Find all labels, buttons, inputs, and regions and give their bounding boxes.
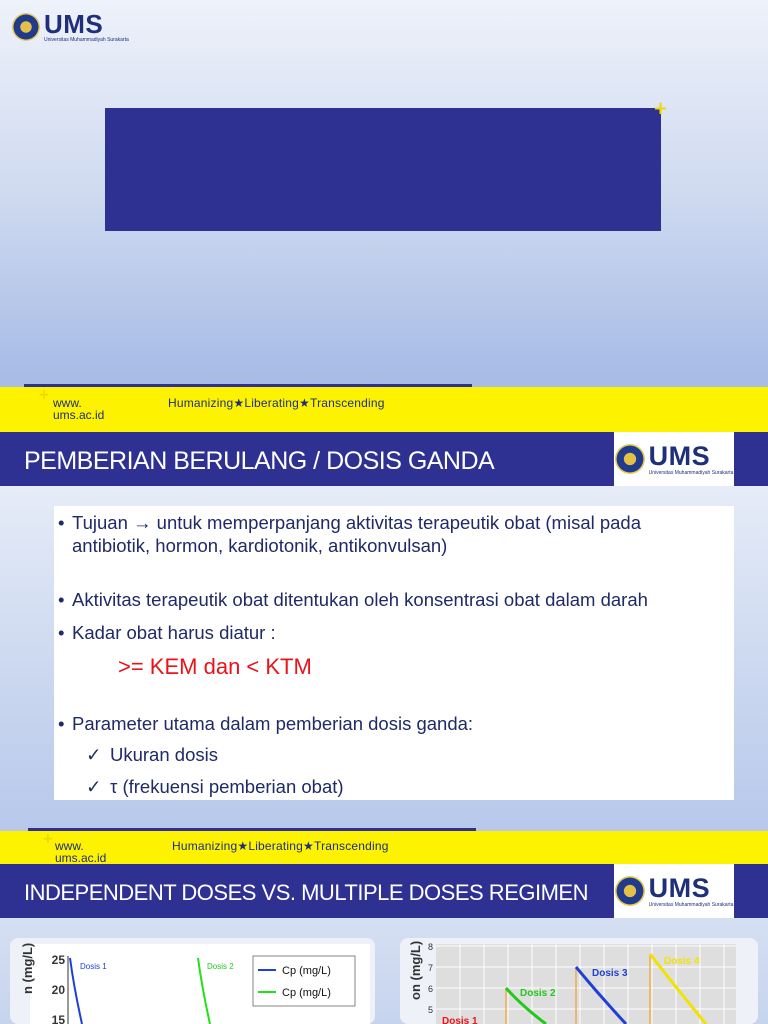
check-ukuran-dosis: ✓ Ukuran dosis — [86, 744, 218, 765]
ums-logo — [12, 11, 129, 43]
slide-2 — [0, 432, 768, 864]
annotation-dosis4: Dosis 4 — [664, 956, 700, 967]
bullet-parameter: • Parameter utama dalam pemberian dosis ganda: — [58, 713, 474, 734]
www-line1: www. — [53, 396, 82, 410]
y-tick-label: 20 — [51, 983, 65, 997]
title-banner — [0, 864, 768, 918]
y-axis-label: n (mg/L) — [20, 942, 35, 994]
motto: Humanizing★Liberating★Transcending — [172, 839, 389, 853]
check-icon: ✓ — [86, 744, 102, 765]
logo-subtitle: Universitas Muhammadiyah Surakarta — [648, 901, 734, 908]
content-box — [54, 506, 734, 800]
banner-logo — [614, 864, 734, 918]
y-tick-label: 7 — [427, 963, 433, 973]
bullet-aktivitas: • Aktivitas terapeutik obat ditentukan oleh konsentrasi obat dalam darah — [58, 589, 648, 610]
footer-bar — [0, 831, 768, 864]
annotation-dosis1: Dosis 1 — [80, 962, 107, 971]
y-tick-label: 15 — [51, 1013, 65, 1024]
legend-label: Cp (mg/L) — [282, 987, 331, 999]
www-line2: ums.ac.id — [55, 851, 107, 864]
y-tick-label: 5 — [427, 1005, 433, 1015]
logo-subtitle: Universitas Muhammadiyah Surakarta — [44, 37, 129, 43]
logo-subtitle: Universitas Muhammadiyah Surakarta — [648, 469, 734, 476]
slide-title: INDEPENDENT DOSES VS. MULTIPLE DOSES REGIMEN — [24, 880, 588, 905]
chart-multiple-doses — [400, 938, 758, 1024]
www-line2: ums.ac.id — [53, 408, 105, 422]
annotation-dosis2: Dosis 2 — [207, 962, 234, 971]
bullet-tujuan: • Tujuan → untuk memperpanjang aktivitas terapeutik obat (misal pada antibiotik, hormon, kardiotonik, antikonvulsan) — [58, 512, 642, 556]
ums-seal-icon — [615, 444, 645, 474]
slide-3 — [0, 864, 768, 1024]
footer-bar — [0, 387, 768, 432]
y-tick-label: 25 — [51, 953, 65, 967]
highlight-kem-ktm: >= KEM dan < KTM — [118, 654, 312, 679]
website-link[interactable] — [55, 840, 106, 864]
annotation-dosis1: Dosis 1 — [442, 1016, 478, 1024]
banner-logo — [614, 432, 734, 486]
y-tick-label: 8 — [427, 942, 433, 952]
ums-seal-icon — [615, 876, 645, 906]
motto: Humanizing★Liberating★Transcending — [168, 396, 385, 410]
logo-name: UMS — [648, 872, 711, 903]
check-frekuensi: ✓ τ (frekuensi pemberian obat) — [86, 776, 344, 797]
slide-1 — [0, 0, 768, 432]
footer-plus-icon: + — [38, 387, 50, 403]
footer-plus-icon: + — [42, 831, 54, 847]
plus-decoration-icon: + — [653, 98, 669, 119]
chart-independent-doses — [10, 938, 375, 1024]
www-line1: www. — [55, 839, 84, 853]
check-icon: ✓ — [86, 776, 102, 797]
annotation-dosis3: Dosis 3 — [592, 968, 628, 979]
y-axis-label: on (mg/L) — [408, 940, 423, 1000]
ums-seal-icon — [12, 13, 40, 41]
legend-label: Cp (mg/L) — [282, 965, 331, 977]
y-tick-label: 6 — [427, 984, 433, 994]
annotation-dosis2: Dosis 2 — [520, 988, 556, 999]
logo-name: UMS — [44, 9, 104, 39]
slide-title: PEMBERIAN BERULANG / DOSIS GANDA — [24, 447, 495, 475]
website-link[interactable] — [53, 397, 104, 421]
logo-name: UMS — [648, 440, 711, 471]
title-box — [105, 108, 661, 231]
title-banner — [0, 432, 768, 486]
bullet-kadar: • Kadar obat harus diatur : — [58, 622, 276, 643]
